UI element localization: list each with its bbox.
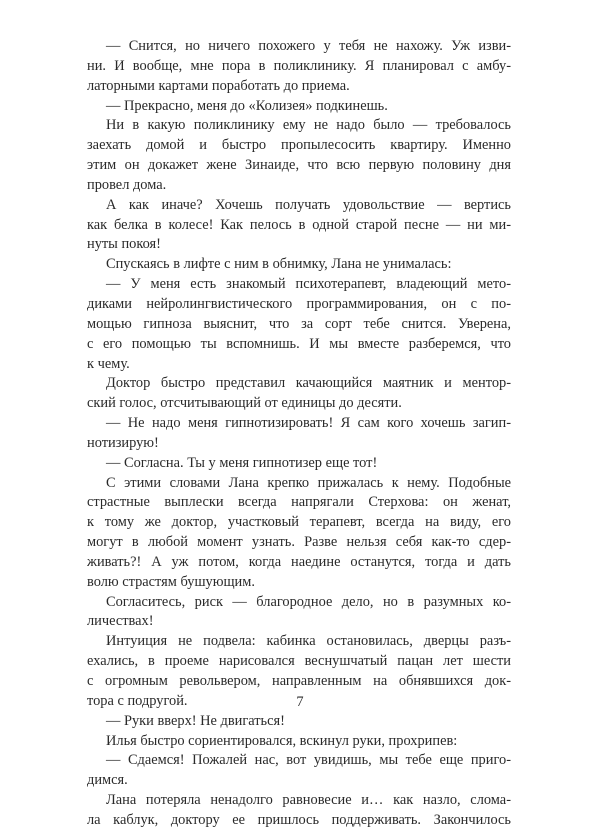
text-line: нотизирую! (87, 434, 159, 451)
text-line: к чему. (87, 355, 130, 372)
text-line: нуты покоя! (87, 236, 161, 253)
body-text (87, 37, 511, 831)
text-line: Спускаясь в лифте с ним в обнимку, Лана не унималась: (106, 256, 452, 273)
text-line: Лана потеряла ненадолго равновесие и… как назло, слома- (106, 792, 511, 809)
text-line: волю страстям бушующим. (87, 573, 255, 590)
text-line: могут в любой момент узнать. Разве нельзя себя как-то сдер- (87, 534, 511, 551)
text-line: Согласитесь, риск — благородное дело, но в разумных ко- (106, 593, 511, 610)
text-line: с огромным револьвером, направленным на обнявшихся док- (87, 673, 511, 689)
text-line: ни. И вообще, мне пора в поликлинику. Я планировал с амбу- (87, 57, 511, 74)
text-line: Ни в какую поликлинику ему не надо было — требовалось (106, 117, 511, 134)
text-line: — Не надо меня гипнотизировать! Я сам кого хочешь загип- (106, 415, 511, 432)
text-line: диками нейролингвистического программирования, он с по- (87, 295, 511, 312)
text-line: С этими словами Лана крепко прижалась к нему. Подобные (106, 474, 511, 491)
text-line: — Прекрасно, меня до «Колизея» подкинешь. (106, 97, 388, 114)
text-line: — Снится, но ничего похожего у тебя не нахожу. Уж изви- (106, 38, 511, 54)
text-line: страстные выплески всегда напрягали Стерхова: он женат, (87, 494, 511, 511)
text-line: как белка в колесе! Как пелось в одной старой песне — ни ми- (87, 216, 511, 233)
text-line: с его помощью ты вспомнишь. И мы вместе разберемся, что (87, 335, 511, 352)
text-line: мощью гипноза выяснит, что за сорт тебе снится. Уверена, (87, 315, 511, 332)
text-line: димся. (87, 772, 128, 789)
text-line: заехать домой и быстро пропылесосить квартиру. Именно (87, 137, 511, 154)
text-line: ехались, в проеме нарисовался веснушчатый пацан лет шести (87, 653, 511, 670)
text-line: Интуиция не подвела: кабинка остановилась, дверцы разъ- (106, 633, 511, 650)
text-line: тора с подругой. (87, 692, 188, 709)
text-line: провел дома. (87, 176, 167, 193)
text-line: — Согласна. Ты у меня гипнотизер еще тот! (106, 454, 378, 471)
text-line: — Руки вверх! Не двигаться! (106, 712, 285, 729)
text-line: к тому же доктор, участковый терапевт, всегда на виду, его (87, 514, 511, 531)
text-line: — Сдаемся! Пожалей нас, вот увидишь, мы тебе еще приго- (106, 752, 511, 769)
text-line: ский голос, отсчитывающий от единицы до десяти. (87, 395, 402, 412)
text-line: — У меня есть знакомый психотерапевт, владеющий мето- (106, 276, 511, 293)
text-line: личествах! (87, 613, 154, 630)
page-number: 7 (296, 694, 304, 710)
text-line: Доктор быстро представил качающийся маятник и ментор- (106, 375, 511, 392)
text-line: латорными картами поработать до приема. (87, 77, 350, 94)
text-line: живать?! А уж потом, когда наедине останутся, тогда и дать (87, 553, 511, 570)
text-line: этим он докажет жене Зинаиде, что всю первую половину дня (87, 157, 511, 174)
text-line: А как иначе? Хочешь получать удовольствие — вертись (106, 196, 511, 213)
text-line: ла каблук, доктору ее пришлось поддерживать. Закончилось (87, 811, 511, 828)
text-line: Илья быстро сориентировался, вскинул руки, прохрипев: (106, 732, 458, 749)
